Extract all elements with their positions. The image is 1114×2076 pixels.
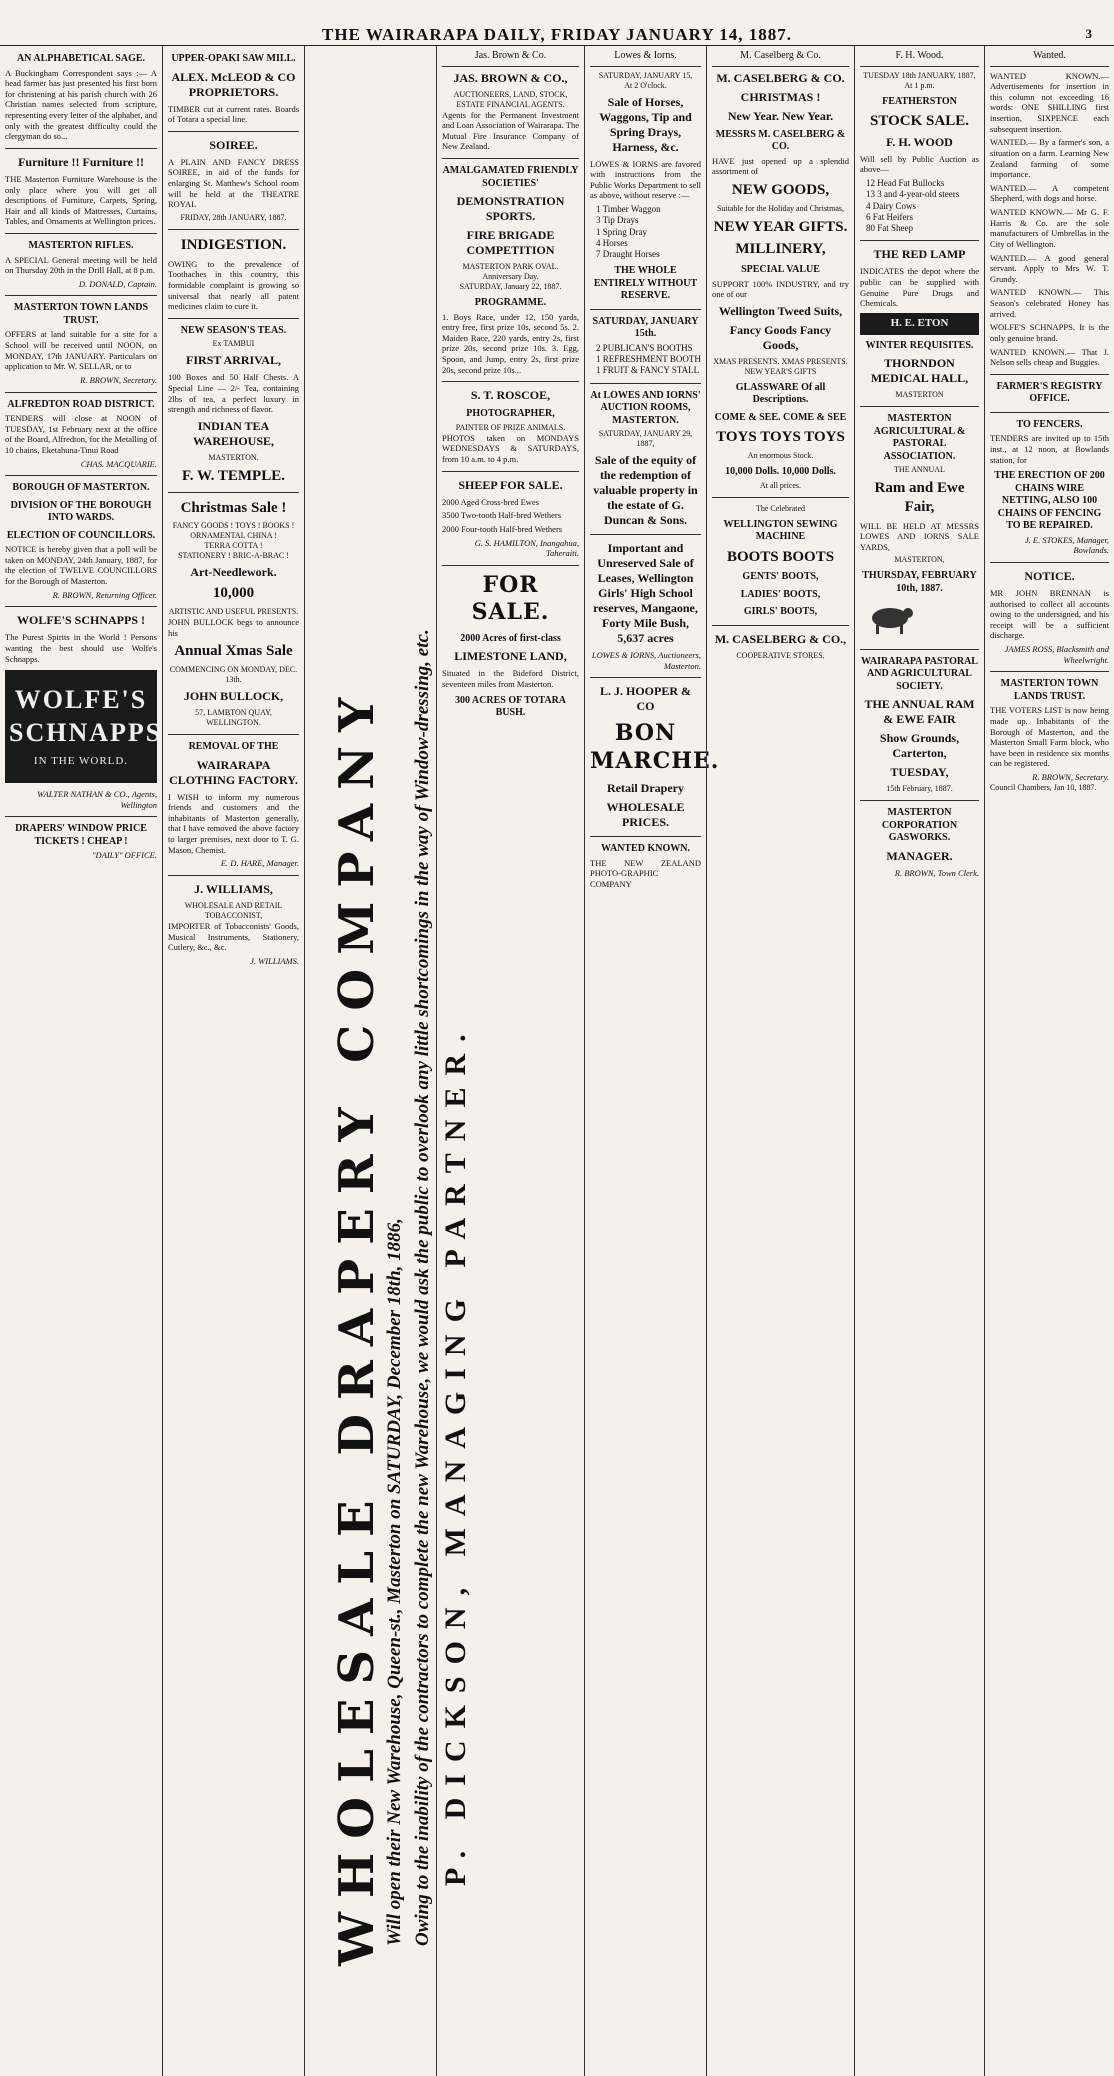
divider xyxy=(5,816,157,817)
ad-line: MASTERTON xyxy=(895,390,944,399)
ad-body: 100 Boxes and 50 Half Chests. A Special Line — 2/- Tea, containing 2lbs of tea, a perfect luxury in strength and richness of flavor. xyxy=(168,372,299,415)
list-item: 2 PUBLICAN'S BOOTHS xyxy=(596,342,693,353)
ad-body: The Purest Spirits in the World ! Persons wanting the best should use Wolfe's Schnapps. xyxy=(5,632,157,664)
masthead xyxy=(0,0,1114,46)
headline: J. WILLIAMS, xyxy=(194,881,273,896)
headline: THE WHOLE ENTIRELY WITHOUT RESERVE. xyxy=(593,265,698,302)
column-5 xyxy=(584,46,720,2076)
headline: TUESDAY, xyxy=(890,765,949,780)
ad-line: 3500 Two-tooth Half-bred Wethers xyxy=(442,510,562,521)
ad-body: PHOTOS taken on MONDAYS WEDNESDAYS & SATURDAYS, from 10 a.m. to 4 p.m. xyxy=(442,432,579,464)
headline: S. T. ROSCOE, xyxy=(470,388,551,403)
column-7 xyxy=(854,46,984,2076)
vertical-text: Will open their New Warehouse, Queen-st., Masterton on SATURDAY, December 18th, 1886, xyxy=(384,1218,405,1946)
ad-body: TIMBER cut at current rates. Boards of Totara a special line. xyxy=(168,103,299,125)
headline: WOLFE'S SCHNAPPS ! xyxy=(16,613,145,628)
headline: NEW YEAR GIFTS. xyxy=(713,218,848,235)
signature: J. WILLIAMS. xyxy=(250,955,299,966)
headline: PROGRAMME. xyxy=(474,297,547,308)
ad-line: WELLINGTON. xyxy=(206,718,261,727)
ad-line: STATIONERY ! BRIC-A-BRAC ! xyxy=(178,551,289,561)
divider xyxy=(5,392,157,393)
headline: DEMONSTRATION SPORTS. xyxy=(456,194,565,223)
ad-body: WILL BE HELD AT MESSRS LOWES AND IORNS SALE YARDS, xyxy=(860,520,979,552)
headline: F. H. WOOD xyxy=(886,134,953,149)
ad-line: COOPERATIVE STORES. xyxy=(736,650,825,660)
divider xyxy=(590,677,701,678)
headline: STOCK SALE. xyxy=(870,113,969,129)
headline: UPPER-OPAKI SAW MILL. xyxy=(171,53,296,64)
classified-ad: WANTED KNOWN.— That J. Nelson sells cheap and Buggies. xyxy=(990,346,1109,368)
date-line: FRIDAY, 28th JANUARY, 1887. xyxy=(180,212,287,222)
headline: AN ALPHABETICAL SAGE. xyxy=(16,53,146,64)
ad-body: TENDERS are invited up to 15th inst., at 12 noon, at Bowlands station, for xyxy=(990,433,1109,465)
headline: Furniture !! Furniture !! xyxy=(18,154,144,169)
classified-ad: WANTED.— By a farmer's son, a situation on a farm. Learning New Zealand farming of some importance. xyxy=(990,137,1109,180)
subhead: Ex TAMBUI xyxy=(212,339,255,349)
classified-ad: WANTED KNOWN.— Advertisements for insertion in this column not exceeding 16 words: ONE SHILLING first insertion, SIXPENCE each subsequent insertion. xyxy=(990,70,1109,134)
headline: ALFREDTON ROAD DISTRICT. xyxy=(7,398,155,410)
headline: AMALGAMATED FRIENDLY SOCIETIES' xyxy=(442,165,579,189)
ad-body: HAVE just opened up a splendid assortment of xyxy=(712,155,849,177)
ad-body: Will sell by Public Auction as above— xyxy=(860,153,979,175)
divider xyxy=(860,240,979,241)
divider xyxy=(442,565,579,566)
signature: J. E. STOKES, Manager, Bowlands. xyxy=(1024,534,1109,556)
headline: BOOTS BOOTS xyxy=(726,548,835,565)
headline: Art-Needlework. xyxy=(190,565,277,580)
headline: WINTER REQUISITES. xyxy=(865,339,974,351)
headline: Annual Xmas Sale xyxy=(174,643,293,660)
date-line: SATURDAY, JANUARY 29, 1887, xyxy=(598,429,693,448)
headline: MESSRS M. CASELBERG & CO. xyxy=(715,128,846,152)
divider xyxy=(168,229,299,230)
headline: Fancy Goods Fancy Goods, xyxy=(729,322,832,352)
headline: Retail Drapery xyxy=(607,781,684,796)
headline: COME & SEE. COME & SEE xyxy=(714,411,847,423)
column-header: Wanted. xyxy=(990,48,1109,67)
headline: ALEX. McLEOD & CO PROPRIETORS. xyxy=(171,69,296,99)
items-list xyxy=(596,204,701,260)
headline: NOTICE. xyxy=(1024,568,1075,583)
headline: LADIES' BOOTS, xyxy=(740,588,821,600)
signature: JAMES ROSS, Blacksmith and Wheelwright. xyxy=(1004,644,1109,665)
list-item: 12 Head Fat Bullocks xyxy=(866,178,945,188)
schnapps-advert-image xyxy=(5,670,163,783)
headline: 10,000 Dolls. 10,000 Dolls. xyxy=(725,466,836,477)
list-item: 1 Timber Waggon xyxy=(596,204,661,214)
headline: FIRST ARRIVAL, xyxy=(186,353,281,368)
ad-line: MASTERTON, xyxy=(894,555,945,565)
ad-line: FANCY GOODS ! TOYS ! BOOKS ! xyxy=(172,521,295,531)
headline: CHRISTMAS ! xyxy=(740,89,821,104)
headline: Important and Unreserved Sale of Leases, Wellington Girls' High School reserves, Mangaone, Forty Mile Bush, 5,637 acres xyxy=(593,541,698,645)
headline: NEW GOODS, xyxy=(731,181,830,198)
headline: Show Grounds, Carterton, xyxy=(879,731,960,761)
ram-illustration xyxy=(860,601,920,635)
headline: THE ANNUAL RAM & EWE FAIR xyxy=(864,697,975,727)
divider xyxy=(990,671,1109,672)
ad-body: JOHN BULLOCK begs to announce his xyxy=(168,617,299,638)
ad-body: TENDERS will close at NOON of TUESDAY, 1st February next at the office of the Board, Alfredton, for the Metalling of 10 chains, Eketahuna-Tinui Road xyxy=(5,413,157,455)
ad-body: MR JOHN BRENNAN is authorised to collect all accounts owing to the undersigned, and his receipt will be a sufficient discharge. xyxy=(990,587,1109,641)
ad-body: THE NEW ZEALAND PHOTO-GRAPHIC COMPANY xyxy=(590,857,701,889)
classified-ad: WANTED KNOWN.— Mr G. F. Harris & Co. are the sole manufacturers of Umbrellas in the City of Wellington. xyxy=(990,207,1109,249)
ad-body: THE Masterton Furniture Warehouse is the only place where you will get all descriptions of Furniture, Carpets, Spring, Hair and all kinds of Mattresses, Curtains, Tables, and Ornaments at Wellington prices. xyxy=(5,173,157,227)
headline: At LOWES AND IORNS' AUCTION ROOMS, MASTERTON. xyxy=(590,389,701,426)
headline: MASTERTON TOWN LANDS TRUST. xyxy=(1000,678,1099,702)
headline: LIMESTONE LAND, xyxy=(454,649,567,664)
headline: MASTERTON AGRICULTURAL & PASTORAL ASSOCIATION. xyxy=(873,413,966,462)
list-item: 7 Draught Horses xyxy=(596,249,660,259)
list-item: 4 Horses xyxy=(596,237,628,248)
ad-body: LOWES & IORNS are favored with instructions from the Public Works Department to sell as above, without reserve :— xyxy=(590,158,701,201)
signature: R. BROWN, Returning Officer. xyxy=(52,589,157,600)
headline: PHOTOGRAPHER, xyxy=(466,408,555,420)
classified-ad: WOLFE'S SCHNAPPS. It is the only genuine brand. xyxy=(990,322,1109,343)
column-header: M. Caselberg & Co. xyxy=(712,48,849,67)
signature: R. BROWN, Secretary. xyxy=(1032,772,1109,782)
ad-body: INDICATES the depot where the public can be supplied with Genuine Pure Drugs and Chemicals. xyxy=(860,266,979,309)
column-header: F. H. Wood. xyxy=(860,48,979,67)
headline: WANTED KNOWN. xyxy=(601,843,690,855)
headline: WAIRARAPA CLOTHING FACTORY. xyxy=(169,757,298,787)
divider xyxy=(442,381,579,382)
list-item: 80 Fat Sheep xyxy=(866,223,913,233)
headline: MASTERTON RIFLES. xyxy=(28,240,134,251)
headline: FEATHERSTON xyxy=(882,95,957,107)
ad-body: Situated in the Bideford District, seventeen miles from Masterton. xyxy=(442,668,579,689)
date-line: 15th February, 1887. xyxy=(886,784,953,794)
classified-ad: WANTED KNOWN.— This Season's celebrated Honey has arrived. xyxy=(990,287,1109,319)
ad-line: THE ANNUAL xyxy=(894,465,945,474)
column-3-vertical-advert xyxy=(304,46,472,2076)
divider xyxy=(168,131,299,132)
ad-line: COMMENCING ON MONDAY, DEC. 13th. xyxy=(169,665,298,684)
column-6 xyxy=(706,46,854,2076)
headline: WAIRARAPA PASTORAL AND AGRICULTURAL SOCIETY. xyxy=(861,655,978,692)
ad-body: Agents for the Permanent Investment and Loan Association of Wairarapa. The Mutual Fire Insurance Company of New Zealand. xyxy=(442,109,579,152)
headline: 300 ACRES OF TOTARA BUSH. xyxy=(454,694,567,718)
items-list xyxy=(866,178,979,234)
headline: New Year. New Year. xyxy=(727,108,834,123)
advert-sub: IN THE WORLD. xyxy=(33,755,129,768)
headline: THE ERECTION OF 200 CHAINS WIRE NETTING, ALSO 100 CHAINS OF FENCING TO BE REPAIRED. xyxy=(994,470,1105,532)
headline: FOR SALE. xyxy=(471,571,550,626)
advert-word: WOLFE'S SCHNAPPS xyxy=(9,685,163,747)
headline: Sale of the equity of the redemption of valuable property in the estate of G. Duncan & Sons. xyxy=(593,453,698,527)
ad-body: NOTICE is hereby given that a poll will be taken on MONDAY, 24th January, 1887, for the election of TWELVE COUNCILLORS for the Borough of Masterton. xyxy=(5,544,157,586)
headline: THORNDON MEDICAL HALL, xyxy=(870,356,969,385)
vertical-text: Owing to the inability of the contractors to complete the new Warehouse, we would ask the public to overlook any little shortcomings in the way of Window-dressing, etc. xyxy=(412,629,433,1946)
headline: BON MARCHE. xyxy=(590,720,720,774)
column-2 xyxy=(162,46,304,2076)
list-item: 1 Spring Dray xyxy=(596,226,647,237)
page-number: 3 xyxy=(1085,26,1092,41)
divider xyxy=(168,734,299,735)
headline: SOIREE. xyxy=(209,137,258,152)
column-8 xyxy=(984,46,1114,2076)
headline: DIVISION OF THE BOROUGH INTO WARDS. xyxy=(10,499,152,524)
newspaper-title: THE WAIRARAPA DAILY, FRIDAY JANUARY 14, 1887. xyxy=(322,25,792,44)
headline: ELECTION OF COUNCILLORS. xyxy=(6,529,156,541)
ad-line: At all prices. xyxy=(759,480,802,490)
headline: JOHN BULLOCK, xyxy=(183,689,284,703)
headline: REMOVAL OF THE xyxy=(188,741,279,752)
divider xyxy=(442,471,579,472)
headline: GENTS' BOOTS, xyxy=(742,571,819,583)
headline: GIRLS' BOOTS, xyxy=(743,606,818,618)
headline: 2000 Acres of first-class xyxy=(460,632,561,644)
headline: Christmas Sale ! xyxy=(180,499,287,516)
classified-ad: WANTED.— A competent Shepherd, with dogs and horse. xyxy=(990,182,1109,204)
divider xyxy=(990,412,1109,413)
list-item: 4 Dairy Cows xyxy=(866,200,916,211)
list-item: 6 Fat Heifers xyxy=(866,211,913,222)
divider xyxy=(590,836,701,837)
headline: M. CASELBERG & CO. xyxy=(716,70,845,85)
date-line: SATURDAY, January 22, 1887. xyxy=(459,282,562,291)
ad-body: THE VOTERS LIST is now being made up. Inhabitants of the Borough of Masterton, and the Masterton Small Farm block, who have been in residence six months can be registered. xyxy=(990,705,1109,769)
headline: WHOLESALE PRICES. xyxy=(606,800,685,830)
signature: CHAS. MACQUARIE. xyxy=(80,458,157,469)
headline: DRAPERS' WINDOW PRICE TICKETS ! CHEAP ! xyxy=(15,823,147,847)
ad-body: SUPPORT 100% INDUSTRY, and try one of our xyxy=(712,278,849,300)
list-item: 1 FRUIT & FANCY STALL xyxy=(596,365,700,376)
divider xyxy=(168,318,299,319)
signature: LOWES & IORNS, Auctioneers, Masterton. xyxy=(591,650,701,671)
column-4 xyxy=(436,46,584,2076)
big-number: 10,000 xyxy=(212,585,255,602)
headline: TO FENCERS. xyxy=(1016,418,1083,430)
divider xyxy=(990,374,1109,375)
headline: INDIAN TEA WAREHOUSE, xyxy=(192,418,275,448)
eton-banner: H. E. ETON xyxy=(860,313,979,335)
headline: Sale of Horses, Waggons, Tip and Spring Drays, Harness, &c. xyxy=(599,94,692,154)
headline: BOROUGH OF MASTERTON. xyxy=(12,482,150,494)
headline: Ram and Ewe Fair, xyxy=(874,480,965,515)
headline: NEW SEASON'S TEAS. xyxy=(180,324,287,336)
divider xyxy=(5,295,157,296)
divider xyxy=(442,158,579,159)
time-line: At 2 O'clock. xyxy=(624,80,667,90)
headline: MASTERTON CORPORATION GASWORKS. xyxy=(881,807,958,844)
headline: FARMER'S REGISTRY OFFICE. xyxy=(996,380,1103,405)
headline: SPECIAL VALUE xyxy=(741,264,820,275)
headline: SATURDAY, JANUARY 15th. xyxy=(592,315,699,340)
subhead: MASTERTON. xyxy=(208,452,259,462)
list-item: 3 Tip Drays xyxy=(596,215,639,226)
ad-line: Suitable for the Holiday and Christmas, xyxy=(716,203,845,213)
ad-line: XMAS PRESENTS. XMAS PRESENTS. NEW YEAR'S GIFTS xyxy=(713,356,848,376)
headline: THE RED LAMP xyxy=(873,247,966,262)
ad-line: 57, LAMBTON QUAY, xyxy=(195,708,272,717)
items-list xyxy=(596,343,701,377)
headline: SHEEP FOR SALE. xyxy=(458,477,563,492)
subhead: WHOLESALE AND RETAIL TOBACCONIST, xyxy=(184,900,283,920)
ad-line: ORNAMENTAL CHINA ! xyxy=(190,531,277,541)
ad-line: TERRA COTTA ! xyxy=(204,541,263,551)
signature: WALTER NATHAN & CO., Agents, Wellington xyxy=(37,788,157,810)
divider xyxy=(712,625,849,626)
headline: FIRE BRIGADE COMPETITION xyxy=(466,228,555,257)
divider xyxy=(590,383,701,384)
headline: MANAGER. xyxy=(886,848,953,863)
ad-body: A PLAIN AND FANCY DRESS SOIREE, in aid of the funds for enlarging St. Matthew's School room will be held at the THEATRE ROYAL xyxy=(168,156,299,210)
headline: GLASSWARE Of all Descriptions. xyxy=(735,381,826,406)
divider xyxy=(5,606,157,607)
headline: L. J. HOOPER & CO xyxy=(599,684,691,714)
divider xyxy=(5,148,157,149)
ad-body: 1. Boys Race, under 12, 150 yards, entry free, first prize 10s, second 5s. 2. Maiden Race, 220 yards, entry 2s, first prize 20s, second prize 10s. 3. Egg, Spoon, and Jump, entry 2s, first prize 20s, second prize 10s... xyxy=(442,311,579,375)
list-item: 1 REFRESHMENT BOOTH xyxy=(596,354,701,364)
ad-body: A SPECIAL General meeting will be held on Thursday 20th in the Drill Hall, at 8 p.m. xyxy=(5,254,157,276)
divider xyxy=(860,406,979,407)
headline: Wellington Tweed Suits, xyxy=(718,303,843,318)
divider xyxy=(860,800,979,801)
divider xyxy=(590,534,701,535)
ad-line: 2000 Aged Cross-bred Ewes xyxy=(442,496,540,507)
ad-line: The Celebrated xyxy=(755,503,806,513)
ad-body: I WISH to inform my numerous friends and customers and the inhabitants of Masterton generally, that I have removed the above factory to larger premises, next door to T. G. Mason, Chemist. xyxy=(168,791,299,855)
list-item: 13 3 and 4-year-old steers xyxy=(866,189,960,200)
divider xyxy=(990,562,1109,563)
divider xyxy=(712,497,849,498)
divider xyxy=(5,475,157,476)
divider xyxy=(168,875,299,876)
vertical-signature: P. DICKSON, MANAGING PARTNER. xyxy=(439,1022,472,1886)
divider xyxy=(590,309,701,310)
ad-body: OFFERS at land suitable for a site for a School will be received until NOON, on MONDAY, 17th JANUARY. Particulars on application to Mr. W. SELLAR, or to xyxy=(5,329,157,372)
date-line: Council Chambers, Jan 10, 1887. xyxy=(990,782,1097,792)
signature: "DAILY" OFFICE. xyxy=(91,850,157,861)
headline: INDIGESTION. xyxy=(180,236,287,253)
headline: MASTERTON TOWN LANDS TRUST. xyxy=(13,302,149,326)
headline: TOYS TOYS TOYS xyxy=(716,429,845,446)
vertical-headline: WHOLESALE DRAPERY COMPANY xyxy=(329,683,385,1966)
article-body: A Buckingham Correspondent says :— A head farmer has just presented his first born for christening at his parish church with 26 Christian names selected from scripture, representing every letter of the alphabet, and only with the greatest difficulty could the clergyman do so... xyxy=(5,67,157,142)
headline: F. W. TEMPLE. xyxy=(182,467,285,484)
divider xyxy=(860,649,979,650)
headline: JAS. BROWN & CO., xyxy=(453,70,568,85)
headline: M. CASELBERG & CO., xyxy=(714,631,847,646)
time-line: At 1 p.m. xyxy=(904,80,935,90)
column-1 xyxy=(0,46,162,2076)
date-line: TUESDAY 18th JANUARY, 1887, xyxy=(863,70,976,80)
ad-line: An enormous Stock. xyxy=(747,451,814,460)
ad-line: ARTISTIC AND USEFUL PRESENTS. xyxy=(168,607,299,616)
divider xyxy=(5,233,157,234)
column-header: Lowes & Iorns. xyxy=(590,48,701,67)
headline: THURSDAY, FEBRUARY 10th, 1887. xyxy=(862,570,977,594)
divider xyxy=(168,492,299,493)
signature: D. DONALD, Captain. xyxy=(78,278,157,289)
classified-ad: WANTED.— A good general servant. Apply to Mrs W. T. Grundy. xyxy=(990,252,1109,284)
subhead: PAINTER OF PRIZE ANIMALS. xyxy=(455,422,566,432)
ad-line: 2000 Four-tooth Half-bred Wethers xyxy=(442,523,563,534)
subhead: MASTERTON PARK OVAL. Anniversary Day. xyxy=(462,262,559,281)
headline: MILLINERY, xyxy=(735,241,826,258)
signature: E. D. HARE, Manager. xyxy=(220,858,299,869)
ad-body: OWING to the prevalence of Toothaches in this country, this formidable complaint is growing so universal that nearly all patent medicines claim to cure it. xyxy=(168,258,299,312)
headline: WELLINGTON SEWING MACHINE xyxy=(723,518,838,542)
signature: R. BROWN, Town Clerk. xyxy=(894,867,979,878)
signature: R. BROWN, Secretary. xyxy=(80,374,157,385)
subhead: AUCTIONEERS, LAND, STOCK, ESTATE FINANCIAL AGENTS. xyxy=(453,89,568,109)
column-header: Jas. Brown & Co. xyxy=(442,48,579,67)
date-line: SATURDAY, JANUARY 15, xyxy=(598,70,693,80)
signature: G. S. HAMILTON, Inangahua, Taheraiti. xyxy=(474,537,579,559)
ad-body: IMPORTER of Tobacconists' Goods, Musical Instruments, Stationery, Cutlery, &c., &c. xyxy=(168,920,299,953)
